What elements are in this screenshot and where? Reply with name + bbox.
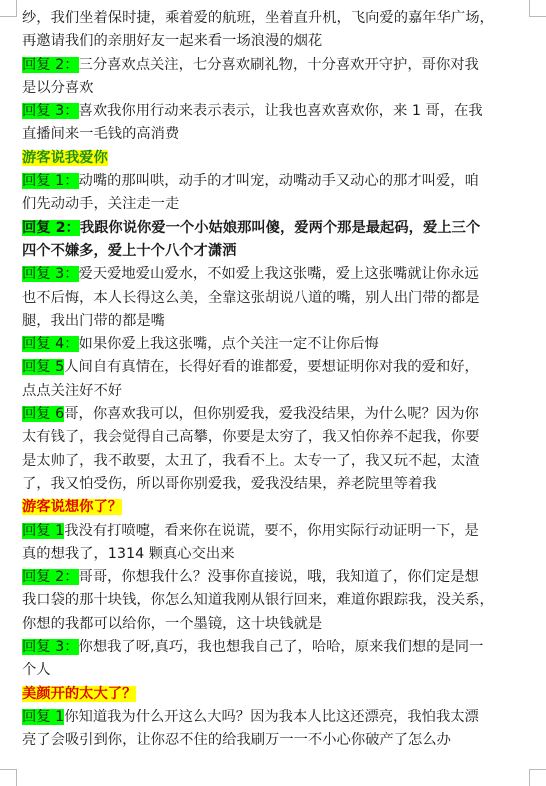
- reply-text: 人间自有真情在，长得好看的谁都爱，要想证明你对我的爱和好，: [64, 359, 479, 376]
- reply-tag: 回复 2：: [22, 569, 79, 586]
- reply-text: 哥哥，你想我什么？没事你直接说，哦，我知道了，你们定是想: [78, 569, 479, 586]
- reply-line: [22, 263, 522, 286]
- section-heading: [22, 147, 522, 170]
- reply-line: [22, 706, 522, 729]
- body-text-line: 腿，我出门带的都是嘴: [22, 312, 165, 329]
- body-text-line: 点点关注好不好: [22, 382, 123, 399]
- body-text-line: 你想的我都可以给你，一个墨镜，这十块钱就是: [22, 615, 323, 632]
- reply-tag: 回复 6: [22, 406, 65, 423]
- crop-mark-top-right: [529, 0, 546, 17]
- reply-text: 哥，你喜欢我可以，但你别爱我，爱我没结果，为什么呢？因为你: [64, 406, 479, 423]
- reply-line: [22, 100, 522, 123]
- body-text-line: 四个不嫌多，爱上十个八个才潇洒: [22, 242, 237, 259]
- reply-text: 如果你爱上我这张嘴，点个关注一定不让你后悔: [78, 336, 379, 353]
- reply-line: [22, 54, 522, 77]
- reply-line: [22, 520, 522, 543]
- reply-text: 你知道我为什么开这么大吗？因为我本人比这还漂亮，我怕我太漂: [64, 708, 479, 725]
- reply-tag: 回复 3：: [22, 639, 79, 656]
- reply-line: [22, 636, 522, 659]
- reply-text: 三分喜欢点关注，七分喜欢刷礼物，十分喜欢开守护，哥你对我: [78, 56, 479, 73]
- reply-line: [22, 356, 522, 379]
- body-text-line: 纱，我们坐着保时捷，乘着爱的航班，坐着直升机，飞向爱的嘉年华广场，: [22, 10, 494, 26]
- crop-mark-bottom-right: [529, 769, 546, 786]
- body-text-line: 亮了会吸引到你，让你忍不住的给我刷万一一不小心你破产了怎么办: [22, 732, 451, 749]
- reply-tag: 回复 1: [22, 708, 65, 725]
- reply-line: [22, 566, 522, 589]
- document-body: [22, 7, 522, 753]
- section-heading-label: 游客说想你了？: [22, 499, 123, 516]
- crop-mark-top-left: [0, 0, 17, 17]
- body-text-line: 真的想我了，1314 颗真心交出来: [22, 545, 235, 562]
- body-text-line: 们先动动手，关注走一走: [22, 196, 180, 213]
- reply-text: 我跟你说你爱一个小姑娘那叫傻，爱两个那是最起码，爱上三个: [79, 219, 481, 236]
- reply-line: [22, 217, 522, 240]
- reply-tag: 回复 3：: [22, 103, 79, 120]
- body-text-line: 直播间来一毛钱的高消费: [22, 126, 180, 143]
- body-text-line: 是太帅了，我不敢要，太丑了，我看不上。太专一了，我又玩不起，太渣: [22, 452, 480, 469]
- reply-line: [22, 403, 522, 426]
- body-text-line: 是以分喜欢: [22, 79, 94, 96]
- reply-line: [22, 333, 522, 356]
- reply-tag: 回复 5: [22, 359, 65, 376]
- reply-text: 我没有打喷嚏，看来你在说谎，要不，你用实际行动证明一下，是: [64, 522, 479, 539]
- section-heading: [22, 496, 522, 519]
- body-text-line: 也不后悔，本人长得这么美，全靠这张胡说八道的嘴，别人出门带的都是: [22, 289, 480, 306]
- section-heading-label: 美颜开的太大了？: [22, 685, 137, 702]
- section-heading: [22, 683, 522, 706]
- reply-line: [22, 170, 522, 193]
- body-text-line: 太有钱了，我会觉得自己高攀，你要是太穷了，我又怕你养不起我，你要: [22, 429, 480, 446]
- reply-text: 动嘴的那叫哄，动手的才叫宠，动嘴动手又动心的那才叫爱，咱: [78, 173, 479, 190]
- reply-text: 喜欢我你用行动来表示表示，让我也喜欢喜欢你，来 1 哥，在我: [78, 103, 483, 120]
- section-heading-label: 游客说我爱你: [22, 149, 108, 166]
- body-text-line: 个人: [22, 662, 51, 679]
- reply-tag: 回复 1：: [22, 173, 79, 190]
- crop-mark-bottom-left: [0, 769, 17, 786]
- reply-tag: 回复 2：: [22, 219, 80, 236]
- body-text-line: 我口袋的那十块钱，你怎么知道我刚从银行回来，难道你跟踪我，没关系，: [22, 592, 494, 609]
- reply-text: 爱天爱地爱山爱水，不如爱上我这张嘴，爱上这张嘴就让你永远: [78, 266, 479, 283]
- reply-text: 你想我了呀,真巧，我也想我自己了，哈哈，原来我们想的是同一: [78, 639, 484, 656]
- reply-tag: 回复 4：: [22, 336, 79, 353]
- body-text-line: 了，我又怕受伤，所以哥你别爱我，爱我没结果，养老院里等着我: [22, 475, 437, 492]
- body-text-line: 再邀请我们的亲朋好友一起来看一场浪漫的烟花: [22, 33, 323, 50]
- reply-tag: 回复 3：: [22, 266, 79, 283]
- reply-tag: 回复 1: [22, 522, 65, 539]
- reply-tag: 回复 2：: [22, 56, 79, 73]
